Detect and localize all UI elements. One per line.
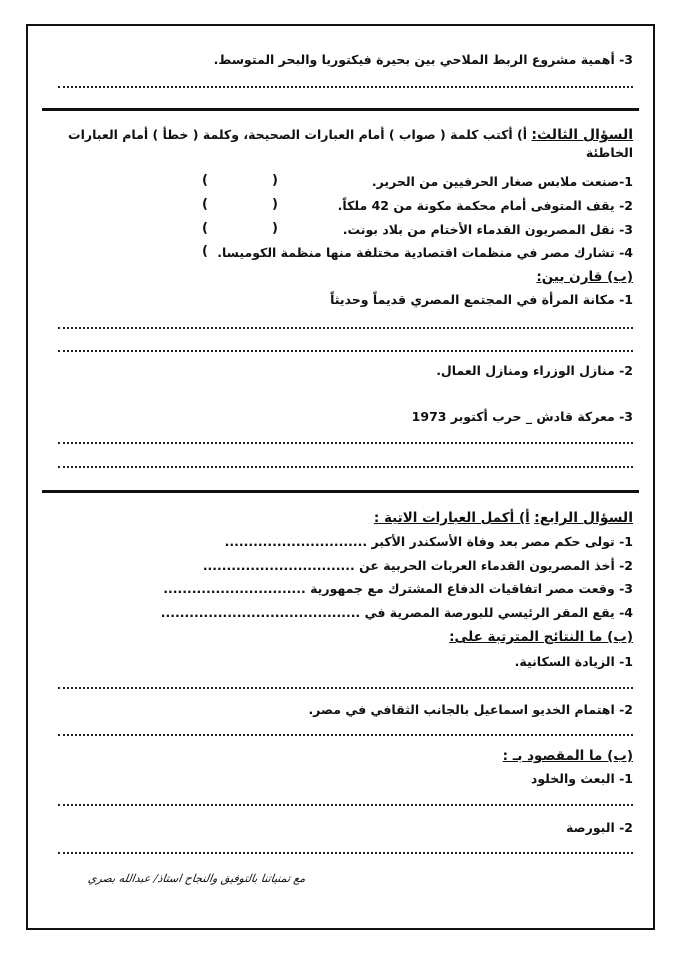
q3-statement-1: 1-صنعت ملابس صغار الحرفيين من الحرير. [371, 174, 633, 189]
answer-line [58, 734, 633, 736]
section-divider [42, 490, 639, 493]
q3-statement-3: 3- نقل المصريون القدماء الأختام من بلاد بونت. [342, 222, 633, 237]
q3-heading: السؤال الثالث: [531, 127, 633, 143]
answer-line [58, 442, 633, 444]
q3-instruction: أ) أكتب كلمة ( صواب ) أمام العبارات الصحيحة، وكلمة ( خطأ ) أمام العبارات الخاطئة [68, 127, 633, 160]
answer-paren-open: ( [272, 197, 278, 212]
q4-complete-item-3: 3- وقعت مصر اتفاقيات الدفاع المشترك مع جمهورية .............................. [163, 581, 633, 596]
q2-item-3: 3- أهمية مشروع الربط الملاحي بين بحيرة فيكتوريا والبحر المتوسط. [213, 52, 633, 67]
q4-results-heading: (ب) ما النتائج المترتبة على: [449, 629, 633, 645]
q4-complete-item-2: 2- أخذ المصريون القدماء العربات الحربية عن ................................ [202, 558, 633, 573]
section-divider [42, 108, 639, 111]
q3-statement-4: 4- تشارك مصر في منظمات اقتصادية مختلفة منها منظمة الكوميسا. [217, 245, 633, 260]
q4-meaning-heading: (ب) ما المقصود بـ : [502, 748, 633, 764]
q4-results-item-2: 2- اهتمام الخديو اسماعيل بالجانب الثقافي في مصر. [308, 702, 633, 717]
answer-line [58, 687, 633, 689]
q4-instruction: أ) أكمل العبارات الاتية : [373, 510, 530, 526]
answer-paren-close: ) [202, 197, 208, 212]
exam-sheet [26, 24, 655, 930]
q3-compare-item-1: 1- مكانة المرأة في المجتمع المصري قديماً وحديثاً [330, 292, 633, 307]
answer-line [58, 327, 633, 329]
teacher-signature: مع تمنياتنا بالتوفيق والنجاح استاذ/ عبدالله بصري [87, 872, 307, 885]
answer-line [58, 466, 633, 468]
q4-complete-item-4: 4- يقع المقر الرئيسي للبورصة المصرية في .......................................... [160, 605, 633, 620]
q4-meaning-item-2: 2- البورصة [565, 820, 633, 835]
answer-line [58, 86, 633, 88]
q4-complete-item-1: 1- تولى حكم مصر بعد وفاة الأسكندر الأكبر .............................. [224, 534, 633, 549]
answer-paren-close: ) [202, 221, 208, 236]
answer-paren-close: ) [202, 173, 208, 188]
q3-compare-heading: (ب) قارن بين: [536, 269, 633, 285]
answer-line [58, 350, 633, 352]
q4-results-item-1: 1- الزيادة السكانية. [514, 654, 633, 669]
answer-paren-open: ( [272, 221, 278, 236]
q3-statement-2: 2- يقف المتوفى أمام محكمة مكونة من 42 ملكاً. [337, 198, 633, 213]
q4-header [374, 510, 633, 526]
q4-heading: السؤال الرابع: [534, 510, 633, 526]
q3-header [43, 126, 633, 161]
answer-paren-close: ) [202, 244, 208, 259]
answer-line [58, 804, 633, 806]
q4-meaning-item-1: 1- البعث والخلود [530, 771, 633, 786]
answer-line [58, 852, 633, 854]
q3-compare-item-2: 2- منازل الوزراء ومنازل العمال. [436, 363, 633, 378]
answer-paren-open: ( [272, 173, 278, 188]
q3-compare-item-3: 3- معركة قادش _ حرب أكتوبر 1973 [411, 409, 633, 424]
